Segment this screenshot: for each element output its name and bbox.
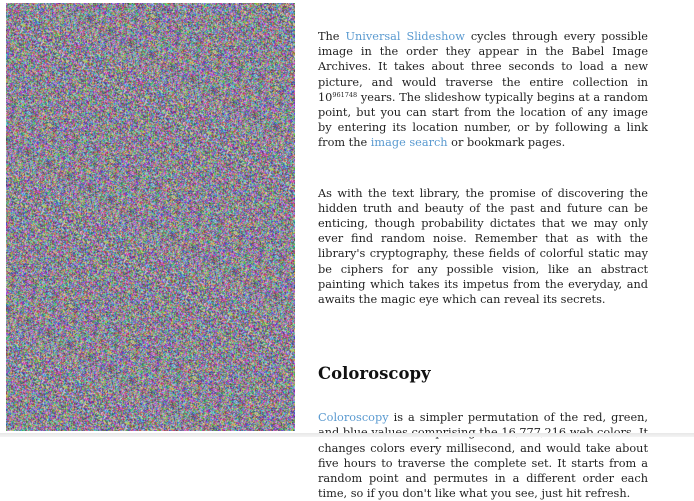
random-noise-image: [6, 3, 295, 431]
coloroscopy-heading: Coloroscopy: [318, 364, 431, 384]
image-search-link[interactable]: image search: [370, 136, 448, 150]
page-bottom-edge: [0, 433, 694, 437]
paragraph-text: years. The slideshow typically begins at a random point, but you can start from the location of any image by entering its location number, or by following a link from the: [318, 90, 648, 150]
paragraph-text: The: [318, 30, 346, 43]
exponent: 961748: [332, 90, 358, 99]
cryptography-paragraph: As with the text library, the promise of discovering the hidden truth and beauty of the past and future can be enticing, though probability dictates that we may only ever find random noise. Remember that as with the library's cryptography, these fields of colorful static may be ciphers for any possible vision, like an abstract painting which takes its impetus from the everyday, and awaits the magic eye which can reveal its secrets.: [318, 186, 648, 307]
paragraph-text: is a simpler permutation of the red, green, changes colors every millisecond, and would take about five hours to traverse the complete set. It starts from a random point and permutes in a different order each time, so if you don't like what you see, just hit refresh.: [318, 411, 648, 501]
universal-slideshow-link[interactable]: Universal Slideshow: [345, 30, 465, 43]
coloroscopy-paragraph: [318, 410, 648, 501]
paragraph-text: cycles through every possible image in the order they appear in the Babel Image Archives. It takes about three seconds to load a new picture, and would traverse the entire collection in 10: [318, 30, 648, 104]
article-content: [318, 29, 648, 501]
slideshow-paragraph: [318, 29, 648, 151]
coloroscopy-link[interactable]: Coloroscopy: [318, 411, 389, 425]
paragraph-text: or bookmark pages.: [447, 136, 566, 150]
